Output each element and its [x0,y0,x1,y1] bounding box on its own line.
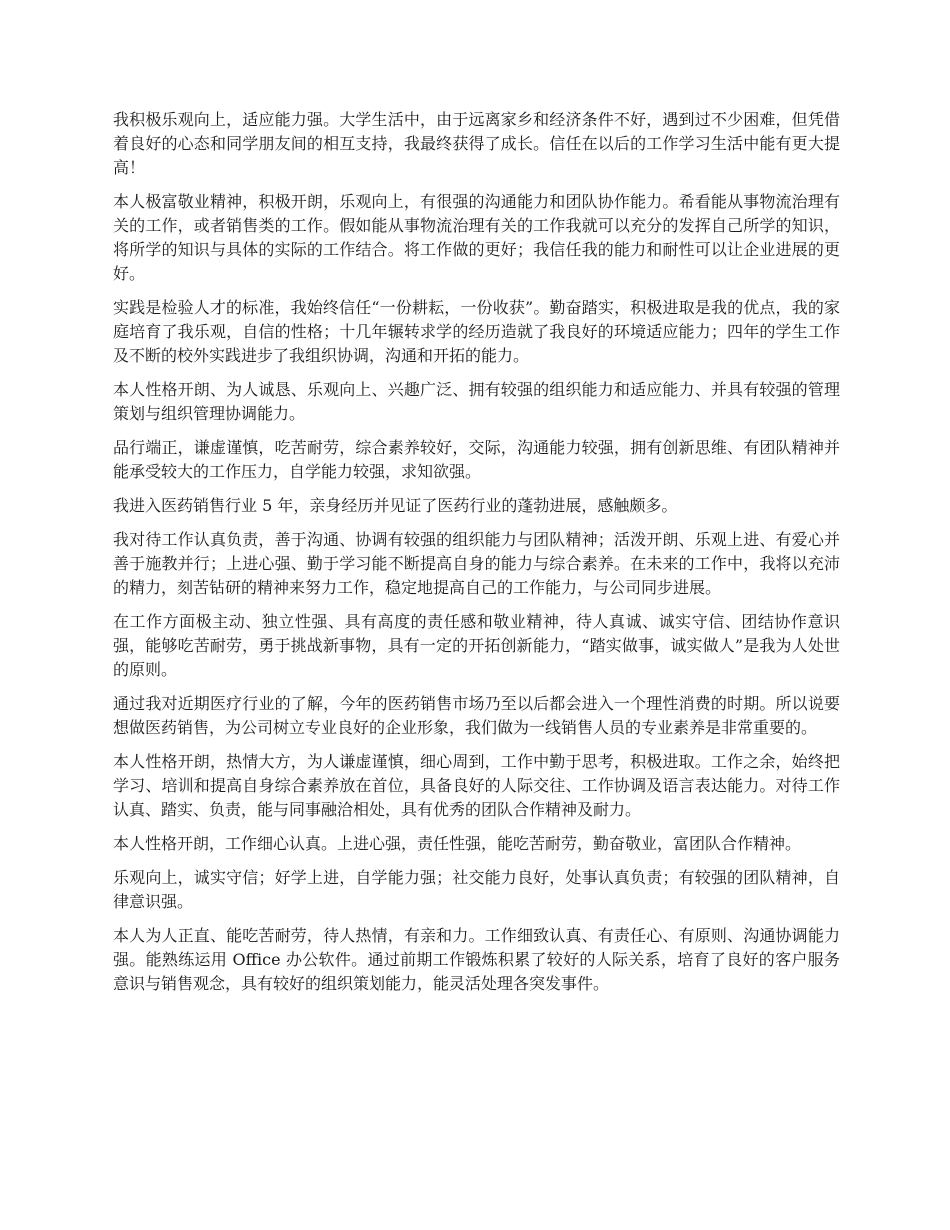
paragraph-1: 我积极乐观向上，适应能力强。大学生活中，由于远离家乡和经济条件不好，遇到过不少困难，但凭借着良好的心态和同学朋友间的相互支持，我最终获得了成长。信任在以后的工作学习生活中能有更大提高！ [113,110,840,177]
paragraph-7: 我对待工作认真负责，善于沟通、协调有较强的组织能力与团队精神；活泼开朗、乐观上进、有爱心并善于施教并行；上进心强、勤于学习能不断提高自身的能力与综合素养。在未来的工作中，我将以充沛的精力，刻苦钻研的精神来努力工作，稳定地提高自己的工作能力，与公司同步进展。 [113,530,840,597]
paragraph-4: 本人性格开朗、为人诚恳、乐观向上、兴趣广泛、拥有较强的组织能力和适应能力、并具有较强的管理策划与组织管理协调能力。 [113,380,840,423]
paragraph-6: 我进入医药销售行业 5 年，亲身经历并见证了医药行业的蓬勃进展，感触颇多。 [113,496,678,515]
document-body [113,108,840,1006]
paragraph-10: 本人性格开朗，热情大方，为人谦虚谨慎，细心周到，工作中勤于思考，积极进取。工作之余，始终把学习、培训和提高自身综合素养放在首位，具备良好的人际交往、工作协调及语言表达能力。对待工作认真、踏实、负责，能与同事融洽相处，具有优秀的团队合作精神及耐力。 [113,752,840,819]
paragraph-13: 本人为人正直、能吃苦耐劳，待人热情，有亲和力。工作细致认真、有责任心、有原则、沟通协调能力强。能熟练运用 Office 办公软件。通过前期工作锻炼积累了较好的人际关系，培育了良好的客户服务意识与销售观念，具有较好的组织策划能力，能灵活处理各突发事件。 [113,926,840,993]
paragraph-11: 本人性格开朗，工作细心认真。上进心强，责任性强，能吃苦耐劳，勤奋敬业，富团队合作精神。 [113,834,802,853]
paragraph-12: 乐观向上，诚实守信；好学上进，自学能力强；社交能力良好，处事认真负责；有较强的团队精神，自律意识强。 [113,868,840,911]
paragraph-8: 在工作方面极主动、独立性强、具有高度的责任感和敬业精神，待人真诚、诚实守信、团结协作意识强，能够吃苦耐劳，勇于挑战新事物，具有一定的开拓创新能力，“踏实做事，诚实做人”是我为人处世的原则。 [113,612,840,679]
paragraph-5: 品行端正，谦虚谨慎，吃苦耐劳，综合素养较好，交际，沟通能力较强，拥有创新思维、有团队精神并能承受较大的工作压力，自学能力较强，求知欲强。 [113,438,840,481]
paragraph-3: 实践是检验人才的标准，我始终信任“一份耕耘，一份收获”。勤奋踏实，积极进取是我的优点，我的家庭培育了我乐观，自信的性格；十几年辗转求学的经历造就了我良好的环境适应能力；四年的学生工作及不断的校外实践进步了我组织协调，沟通和开拓的能力。 [113,298,840,365]
paragraph-9: 通过我对近期医疗行业的了解，今年的医药销售市场乃至以后都会进入一个理性消费的时期。所以说要想做医药销售，为公司树立专业良好的企业形象，我们做为一线销售人员的专业素养是非常重要的。 [113,694,840,737]
paragraph-2: 本人极富敬业精神，积极开朗，乐观向上，有很强的沟通能力和团队协作能力。希看能从事物流治理有关的工作，或者销售类的工作。假如能从事物流治理有关的工作我就可以充分的发挥自己所学的知识，将所学的知识与具体的实际的工作结合。将工作做的更好；我信任我的能力和耐性可以让企业进展的更好。 [113,192,840,283]
